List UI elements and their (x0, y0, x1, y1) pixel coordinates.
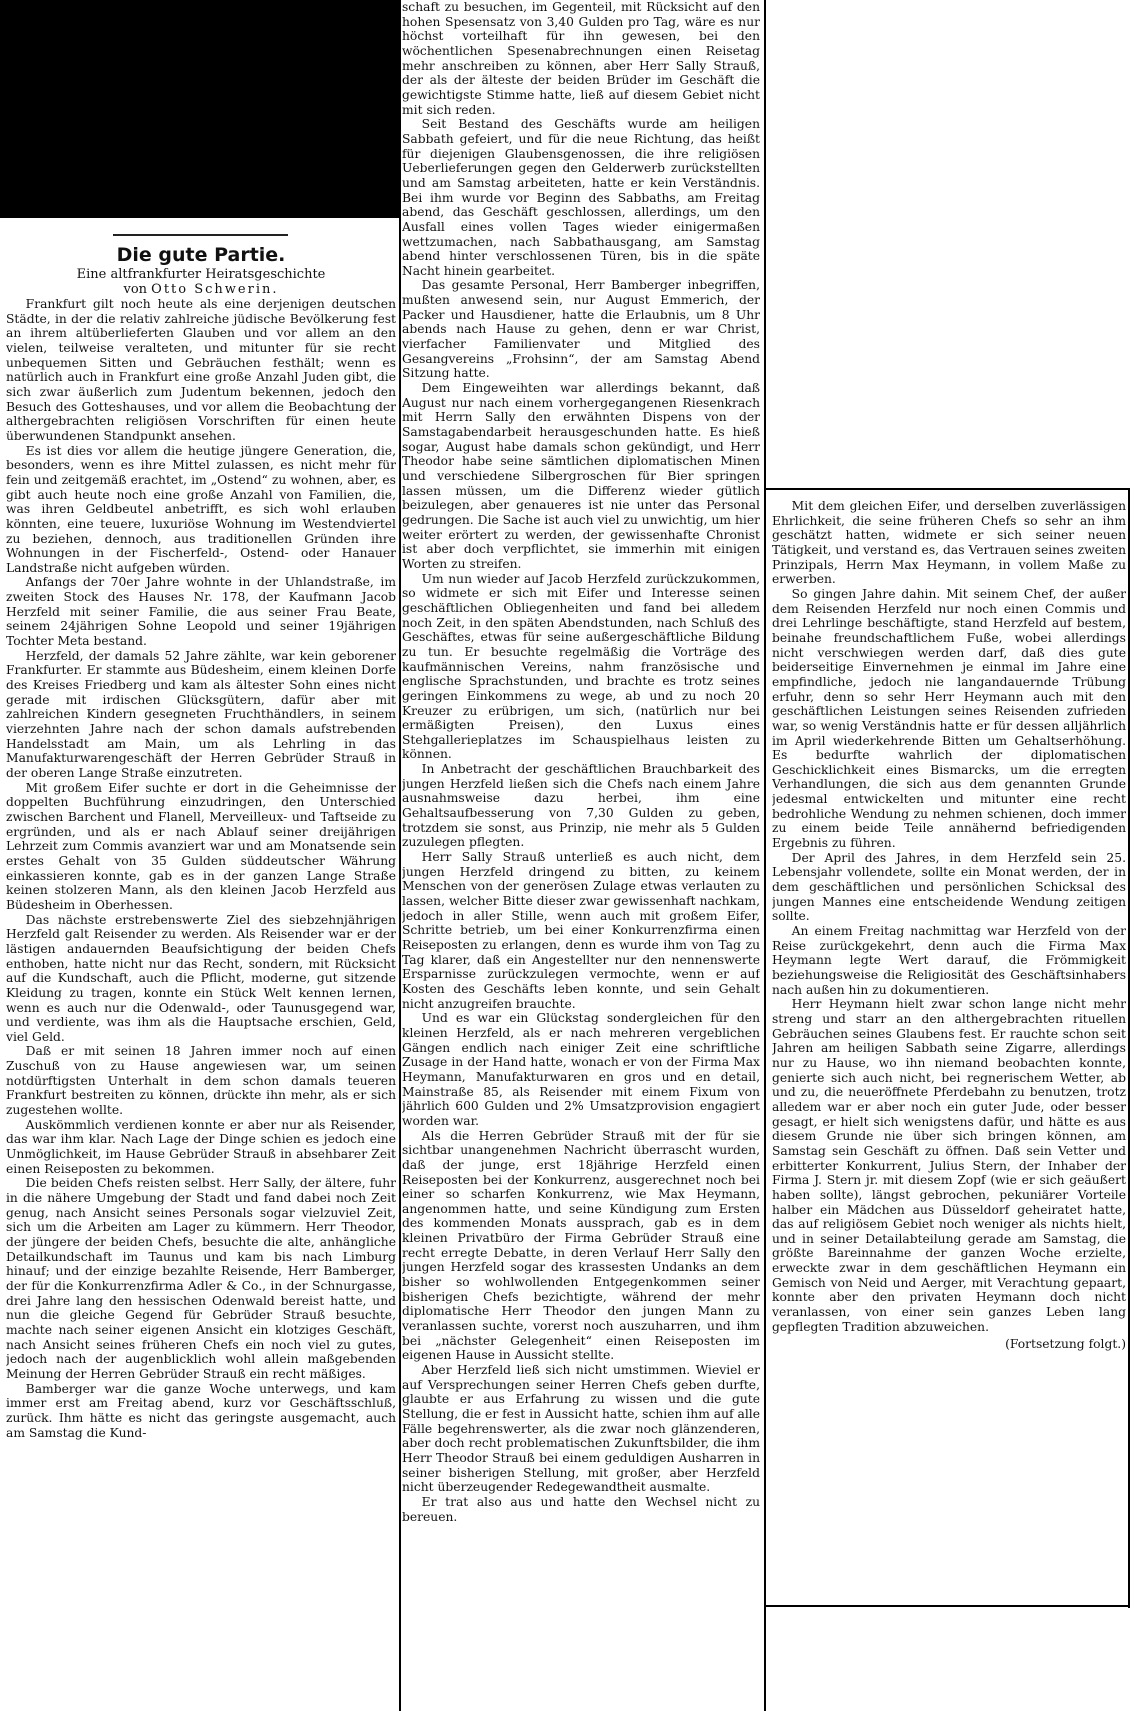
paragraph: Dem Eingeweihten war allerdings bekannt, daß August nur nach einem vorhergegangenen Riesenkrach mit Herrn Sally den erwähnten Dispens von der Samstagabendarbeit herausgeschunden hatte. Es hieß sogar, August habe damals schon gekündigt, und Herr Theodor habe seine sämtlichen diplomatischen Minen und verschiedene Silbergroschen für Bier springen lassen müssen, um die Differenz wieder gütlich beizulegen, aber genaueres ist nie unter das Personal gedrungen. Die Sache ist auch viel zu unwichtig, um hier weiter erörtert zu werden, der gewissenhafte Chronist ist aber doch verpflichtet, sie immerhin mit einigen Worten zu streifen. (402, 381, 760, 571)
paragraph: Als die Herren Gebrüder Strauß mit der für sie sichtbar unangenehmen Nachricht überrascht wurden, daß der junge, erst 18jährige Herzfeld einen Reiseposten bei der Konkurrenz, ausgerechnet noch bei einer so scharfen Konkurrenz, wie Max Heymann, angenommen hatte, und seine Kündigung zum Ersten des kommenden Monats aussprach, gab es in dem kleinen Privatbüro der Firma Gebrüder Strauß eine recht erregte Debatte, in deren Verlauf Herr Sally den jungen Herzfeld sogar des krassesten Undanks an dem bisher so wohlwollenden Entgegenkommen seiner bisherigen Chefs bezichtigte, während der mehr diplomatische Herr Theodor den jungen Mann zu veranlassen suchte, vorerst noch auszuharren, und ihm bei „nächster Gelegenheit“ einen Reiseposten im eigenen Hause in Aussicht stellte. (402, 1128, 760, 1363)
paragraph: Herr Sally Strauß unterließ es auch nicht, dem jungen Herzfeld dringend zu bitten, zu keinem Menschen von der generösen Zulage etwas verlauten zu lassen, welcher Bitte dieser zwar gewissenhaft nachkam, jedoch in aller Stille, wenn auch mit großem Eifer, Schritte betrieb, um bei einer Konkurrenzfirma einen Reiseposten zu erlangen, denn es wurde ihm von Tag zu Tag klarer, daß ein Angestellter nur den nennenswerte Ersparnisse zurückzulegen vermochte, wenn er auf Kosten des Geschäfts leben konnte, und sein Gehalt nicht anzugreifen brauchte. (402, 850, 760, 1011)
author-prefix: von (123, 282, 152, 297)
paragraph: Bamberger war die ganze Woche unterwegs, und kam immer erst am Freitag abend, kurz vor Geschäftsschluß, zurück. Ihm hätte es nicht das geringste ausgemacht, auch am Samstag die Kund- (6, 1381, 396, 1440)
paragraph: Der April des Jahres, in dem Herzfeld sein 25. Lebensjahr vollendete, sollte ein Monat werden, der in dem geschäftlichen und persönlichen Schicksal des jungen Mannes eine entscheidende Wendung zeitigen sollte. (772, 850, 1126, 924)
paragraph: Herzfeld, der damals 52 Jahre zählte, war kein geborener Frankfurter. Er stammte aus Büdesheim, einem kleinen Dorfe des Kreises Friedberg und kam als ältester Sohn eines nicht gerade mit irdischen Glücksgütern, dafür aber mit zahlreichen Kindern gesegneten Fruchthändlers, in seinem vierzehnten Jahre nach der schon damals aufstrebenden Handelsstadt am Main, um als Lehrling in das Manufakturwarengeschäft der Herren Gebrüder Strauß in der oberen Lange Straße einzutreten. (6, 648, 396, 780)
column-2 (402, 0, 760, 1711)
column-divider-3 (1128, 488, 1130, 1608)
paragraph: Daß er mit seinen 18 Jahren immer noch auf einen Zuschuß von zu Hause angewiesen war, um seinen notdürftigsten Unterhalt in dem schon damals teueren Frankfurt bestreiten zu können, drückte ihn mehr, als er sich zugestehen wollte. (6, 1044, 396, 1118)
article-title: Die gute Partie. (116, 244, 286, 266)
paragraph: Die beiden Chefs reisten selbst. Herr Sally, der ältere, fuhr in die nähere Umgebung der Stadt und fand dabei noch Zeit genug, nach Ansicht seines Personals sogar vielzuviel Zeit, sich um die Arbeiten am Lager zu kümmern. Herr Theodor, der jüngere der beiden Chefs, besuchte die alte, anhängliche Detailkundschaft im Taunus und kam bis nach Limburg hinauf; und der einzige bezahlte Reisende, Herr Bamberger, der für die Konkurrenzfirma Adler & Co., in der Schnurgasse, drei Jahre lang den hessischen Odenwald bereist hatte, und nun die gleiche Gegend für Gebrüder Strauß besuchte, machte nach seiner eigenen Ansicht ein klotziges Geschäft, nach Ansicht seines früheren Chefs ein noch viel zu gutes, jedoch nach der augenblicklich wohl allein maßgebenden Meinung der Herren Gebrüder Strauß ein recht mäßiges. (6, 1176, 396, 1381)
paragraph: Seit Bestand des Geschäfts wurde am heiligen Sabbath gefeiert, und für die neue Richtung, das heißt für diejenigen Glaubensgenossen, die ihre religiösen Ueberlieferungen gegen den Gelderwerb zurückstellten und am Samstag arbeiteten, hatte er kein Verständnis. Bei ihm wurde vor Beginn des Sabbaths, am Freitag abend, das Geschäft geschlossen, allerdings, um den Ausfall eines vollen Tages wieder einigermaßen wettzumachen, nach Sabbathausgang, am Samstag abend hinter verschlossenen Türen, bis in die späte Nacht hinein gearbeitet. (402, 117, 760, 278)
paragraph: Auskömmlich verdienen konnte er aber nur als Reisender, das war ihm klar. Nach Lage der Dinge schien es jedoch eine Unmöglichkeit, im Hause Gebrüder Strauß in absehbarer Zeit einen Reiseposten zu bekommen. (6, 1117, 396, 1176)
paragraph: Um nun wieder auf Jacob Herzfeld zurückzukommen, so widmete er sich mit Eifer und Interesse seinen geschäftlichen Obliegenheiten und fand bei alledem noch Zeit, in den späten Abendstunden, nach Schluß des Geschäftes, etwas für seine außergeschäftliche Bildung zu tun. Er besuchte regelmäßig die Vorträge des kaufmännischen Vereins, nahm französische und englische Sprachstunden, und brachte es trotz seines geringen Einkommens zu wege, ab und zu noch 20 Kreuzer zu erübrigen, um sich, (natürlich nur bei ermäßigten Preisen), den Luxus eines Stehgallerieplatzes im Schauspielhaus leisten zu können. (402, 571, 760, 762)
article-author (6, 282, 396, 297)
title-rule (113, 234, 288, 236)
paragraph: Das gesamte Personal, Herr Bamberger inbegriffen, mußten anwesend sein, nur August Emmerich, der Packer und Hausdiener, hatte die Erlaubnis, um 8 Uhr abends nach Hause zu gehen, denn er war Christ, vierfacher Familienvater und Mitglied des Gesangvereins „Frohsinn“, der am Samstag Abend Sitzung hatte. (402, 278, 760, 381)
paragraph: Aber Herzfeld ließ sich nicht umstimmen. Wieviel er auf Versprechungen seiner Herren Chefs geben durfte, glaubte er aus Erfahrung zu wissen und die gute Stellung, die er fest in Aussicht hatte, schien ihm auf alle Fälle begehrenswerter, als die zwar noch glänzenderen, aber doch recht problematischen Zukunftsbilder, die ihm Herr Theodor Strauß bei einem geduldigen Ausharren in seiner bisherigen Stellung, mit großer, aber Herzfeld nicht überzeugender Redegewandtheit ausmalte. (402, 1363, 760, 1495)
column-divider-1 (399, 0, 401, 1711)
column-1 (6, 243, 396, 1705)
paragraph: Herr Heymann hielt zwar schon lange nicht mehr streng und starr an den althergebrachten rituellen Gebräuchen seines Glaubens fest. Er rauchte schon seit Jahren am heiligen Sabbath seine Zigarre, allerdings nur zu Hause, wo ihn niemand beobachten konnte, genierte sich auch nicht, bei regnerischem Wetter, ab und zu, die neueröffnete Pferdebahn zu benutzen, trotz alledem war er aber noch ein guter Jude, oder besser gesagt, er hielt sich wenigstens dafür, und hätte es aus diesem Grunde nie über sich bringen können, am Samstag sein Geschäft zu öffnen. Daß sein Vetter und erbitterter Konkurrent, Julius Stern, der Inhaber der Firma J. Stern jr. mit diesem Zopf (wie er sich geäußert haben sollte), längst gebrochen, pekuniärer Vorteile halber ein Mädchen aus Düsseldorf geheiratet hatte, das auf religiösem Gebiet noch weniger als nichts hielt, und in seiner Detailabteilung gerade am Samstag, die größte Bareinnahme der ganzen Woche erzielte, erweckte zwar in dem geschäftlichen Heymann ein Gemisch von Neid und Aerger, mit Verachtung gepaart, konnte aber den privaten Heymann doch nicht veranlassen, von einer sein ganzes Leben lang gepflegten Tradition abzuweichen. (772, 997, 1126, 1334)
continuation-note: (Fortsetzung folgt.) (1005, 1337, 1126, 1352)
paragraph: Mit großem Eifer suchte er dort in die Geheimnisse der doppelten Buchführung einzudringen, den Unterschied zwischen Barchent und Flanell, Merveilleux- und Taftseide zu ergründen, und als er nach Ablauf seiner dreijährigen Lehrzeit zum Commis avanziert war und am Monatsende sein erstes Gehalt von 35 Gulden süddeutscher Währung einkassieren konnte, gab es in der ganzen Lange Straße keinen stolzeren Mann, als den kleinen Jacob Herzfeld aus Büdesheim in Oberhessen. (6, 780, 396, 912)
paragraph: Es ist dies vor allem die heutige jüngere Generation, die, besonders, wenn es ihre Mittel zulassen, es nicht mehr für fein und zeitgemäß erachtet, im „Ostend“ zu wohnen, aber, es gibt auch heute noch eine große Anzahl von Familien, die, was ihren Geldbeutel anbetrifft, es sich wohl erlauben könnten, eine teuere, luxuriöse Wohnung im Westendviertel zu beziehen, dennoch, aus traditionellen Gründen ihre Wohnungen in der Fischerfeld-, Ostend- oder Hanauer Landstraße nicht aufgeben würden. (6, 443, 396, 575)
paragraph: Mit dem gleichen Eifer, und derselben zuverlässigen Ehrlichkeit, die seine früheren Chefs so sehr an ihm geschätzt hatten, widmete er sich seiner neuen Tätigkeit, und verstand es, das Vertrauen seines zweiten Prinzipals, Herrn Max Heymann, in vollem Maße zu erwerben. (772, 499, 1126, 587)
paragraph: Das nächste erstrebenswerte Ziel des siebzehnjährigen Herzfeld galt Reisender zu werden. Als Reisender war er der lästigen andauernden Beaufsichtigung der beiden Chefs enthoben, hatte nicht nur das Recht, sondern, mit Rücksicht auf die Kundschaft, auch die Pflicht, moderne, gut sitzende Kleidung zu tragen, konnte ein Stück Welt kennen lernen, wenn es auch nur die Odenwald-, oder Taunusgegend war, und verdiente, was ihm als die Hauptsache erschien, Geld, viel Geld. (6, 912, 396, 1044)
paragraph: Frankfurt gilt noch heute als eine derjenigen deutschen Städte, in der die relativ zahlreiche jüdische Bevölkerung fest an ihrem altüberlieferten Glauben und vor allem an den vielen, teilweise veralteten, und mitunter für sie recht unbequemen Sitten und Gebräuchen festhält; wenn es natürlich auch in Frankfurt eine große Anzahl Juden gibt, die sich zwar äußerlich zum Judentum bekennen, jedoch den Besuch des Gotteshauses, und vor allem die Beobachtung der althergebrachten religiösen Vorschriften für einen heute überwundenen Standpunkt ansehen. (6, 297, 396, 443)
author-name: Otto Schwerin. (151, 282, 279, 297)
paragraph: In Anbetracht der geschäftlichen Brauchbarkeit des jungen Herzfeld ließen sich die Chefs nach einem Jahre ausnahmsweise dazu herbei, ihm eine Gehaltsaufbesserung von 7,30 Gulden zu geben, trotzdem sie sonst, aus Prinzip, nie mehr als 5 Gulden zuzulegen pflegten. (402, 762, 760, 850)
black-image-block (0, 0, 401, 218)
article-subtitle: Eine altfrankfurter Heiratsgeschichte (76, 267, 326, 282)
paragraph: So gingen Jahre dahin. Mit seinem Chef, der außer dem Reisenden Herzfeld nur noch einen Commis und drei Lehrlinge beschäftigte, stand Herzfeld auf bestem, beinahe freundschaftlichem Fuße, wobei allerdings nicht verschwiegen werden darf, daß dies gute beiderseitige Einvernehmen je einmal im Jahre eine empfindliche, jedoch nie langandauernde Trübung erfuhr, denn so sehr Herr Heymann auch mit den geschäftlichen Leistungen seines Reisenden zufrieden war, so wenig Verständnis hatte er für dessen alljährlich im April wiederkehrende Bitten um Gehaltserhöhung. Es bedurfte wahrlich der diplomatischen Geschicklichkeit eines Bismarcks, um die erregten Verhandlungen, die sich aus dem genannten Grunde jedesmal entwickelten und mitunter eine recht bedrohliche Wendung zu nehmen schienen, doch immer zu einem beide Teile annähernd befriedigenden Ergebnis zu führen. (772, 586, 1126, 851)
paragraph: Anfangs der 70er Jahre wohnte in der Uhlandstraße, im zweiten Stock des Hauses Nr. 178, der Kaufmann Jacob Herzfeld mit seiner Familie, die aus seiner Frau Beate, seinem 24jährigen Sohne Leopold und seiner 19jährigen Tochter Meta bestand. (6, 575, 396, 649)
paragraph: schaft zu besuchen, im Gegenteil, mit Rücksicht auf den hohen Spesensatz von 3,40 Gulden pro Tag, wäre es nur höchst vorteilhaft für ihn gewesen, bei den wöchentlichen Spesenabrechnungen einen Reisetag mehr anschreiben zu können, aber Herr Sally Strauß, der als der älteste der beiden Brüder im Geschäft die gewichtigste Stimme hatte, ließ auf diesem Gebiet nicht mit sich reden. (402, 0, 760, 117)
paragraph: Er trat also aus und hatte den Wechsel nicht zu bereuen. (402, 1494, 760, 1524)
column-3-top-rule (764, 488, 1130, 490)
paragraph: Und es war ein Glückstag sondergleichen für den kleinen Herzfeld, als er nach mehreren vergeblichen Gängen endlich nach einiger Zeit eine schriftliche Zusage in der Hand hatte, wonach er von der Firma Max Heymann, Manufakturwaren en gros und en detail, Mainstraße 85, als Reisender mit einem Fixum von jährlich 600 Gulden und 2% Umsatzprovision engagiert worden war. (402, 1011, 760, 1128)
column-3 (772, 495, 1126, 1605)
column-divider-2 (764, 0, 766, 1711)
column-3-bottom-rule (764, 1605, 1130, 1607)
paragraph: An einem Freitag nachmittag war Herzfeld von der Reise zurückgekehrt, denn auch die Firma Max Heymann legte Wert darauf, die Frömmigkeit beziehungsweise die Religiosität des Geschäftsinhabers nach außen hin zu dokumentieren. (772, 924, 1126, 997)
